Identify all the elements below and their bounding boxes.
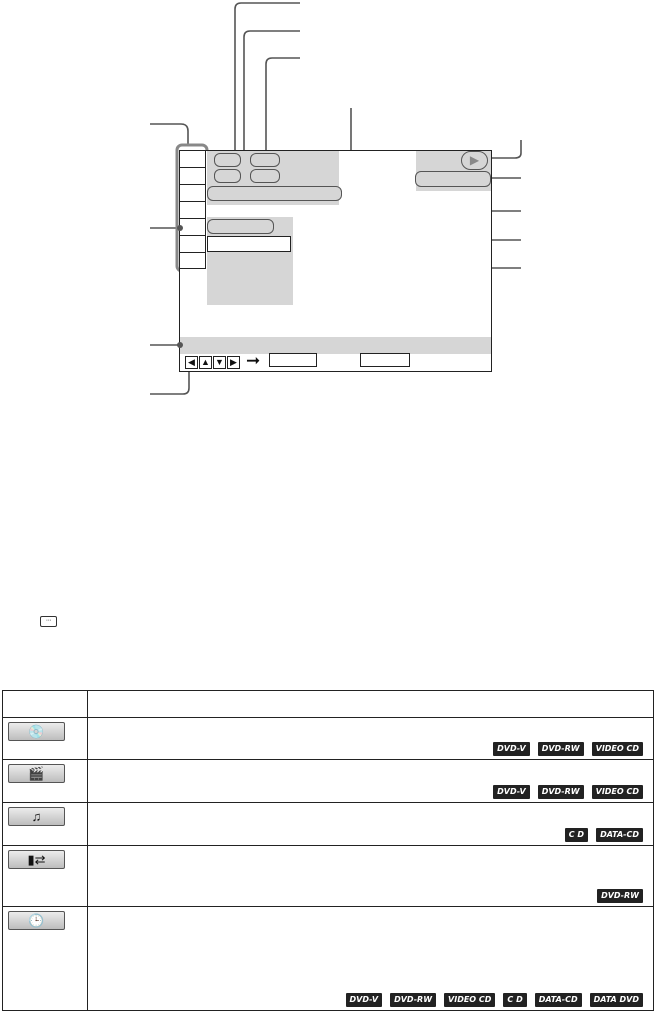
- option-box-1[interactable]: [269, 353, 317, 367]
- nav-up-icon[interactable]: ▲: [199, 356, 212, 369]
- compatible-discs: [346, 993, 643, 1007]
- compatible-discs: [565, 828, 643, 842]
- menu-cell-4[interactable]: [180, 202, 206, 219]
- disc-badge: DVD-V: [493, 785, 530, 799]
- table-row: [3, 803, 654, 846]
- status-bar: [180, 337, 491, 354]
- menu-cell-5[interactable]: [180, 219, 206, 236]
- playback-status-play: [461, 151, 488, 170]
- disc-badge: VIDEO CD: [592, 742, 643, 756]
- table-row: [3, 718, 654, 760]
- disc-badge: DVD-RW: [538, 785, 584, 799]
- disc-badge: DATA DVD: [590, 993, 643, 1007]
- disc-badge: DVD-V: [346, 993, 383, 1007]
- table-row: [3, 907, 654, 1011]
- setting-selection[interactable]: [207, 236, 291, 252]
- menu-cell-6[interactable]: [180, 236, 206, 253]
- compatible-discs: [493, 785, 643, 799]
- selected-item-bar: [207, 186, 342, 201]
- menu-cell-2[interactable]: [180, 168, 206, 185]
- callout-dot-status: [177, 342, 183, 348]
- current-chapter-number: [250, 153, 280, 167]
- header-item-cell: [3, 691, 88, 718]
- table-row: [3, 760, 654, 803]
- current-title-number: [214, 153, 241, 167]
- nav-arrow-icon: ➞: [246, 351, 261, 370]
- disc-type-display: [415, 171, 491, 187]
- nav-down-icon[interactable]: ▼: [213, 356, 226, 369]
- music-note-icon: ♫: [8, 807, 65, 826]
- disc-badge: DVD-RW: [538, 742, 584, 756]
- compatible-discs: [493, 742, 643, 756]
- menu-cell-7[interactable]: [180, 253, 206, 269]
- nav-right-icon[interactable]: ▶: [227, 356, 240, 369]
- disc-badge: DATA-CD: [535, 993, 582, 1007]
- table-header-row: [3, 691, 654, 718]
- total-title-number: [214, 169, 241, 183]
- nav-left-icon[interactable]: ◀: [185, 356, 198, 369]
- clapperboard-icon: 🎬: [8, 764, 65, 783]
- display-button-icon: ···: [40, 616, 57, 627]
- compatible-discs: [597, 889, 643, 903]
- disc-badge: DVD-V: [493, 742, 530, 756]
- table-row: [3, 846, 654, 907]
- onscreen-display-diagram: [179, 150, 492, 372]
- time-text-icon: 🕒: [8, 911, 65, 930]
- option-box-2[interactable]: [360, 353, 410, 367]
- function-name-bar: [207, 219, 274, 234]
- total-chapter-number: [250, 169, 280, 183]
- play-icon: ▶: [469, 153, 480, 167]
- disc-icon: 💿: [8, 722, 65, 741]
- disc-badge: DVD-RW: [390, 993, 436, 1007]
- disc-badge: VIDEO CD: [444, 993, 495, 1007]
- header-description-cell: [88, 691, 654, 718]
- disc-badge: DVD-RW: [597, 889, 643, 903]
- disc-badge: VIDEO CD: [592, 785, 643, 799]
- control-menu-table: [2, 690, 654, 1011]
- disc-badge: DATA-CD: [596, 828, 643, 842]
- original-playlist-icon: ▮⇄: [8, 850, 65, 869]
- menu-cell-3[interactable]: [180, 185, 206, 202]
- callout-dot-menu: [177, 225, 183, 231]
- disc-badge: C D: [565, 828, 588, 842]
- disc-badge: C D: [503, 993, 526, 1007]
- menu-cell-1[interactable]: [180, 151, 206, 168]
